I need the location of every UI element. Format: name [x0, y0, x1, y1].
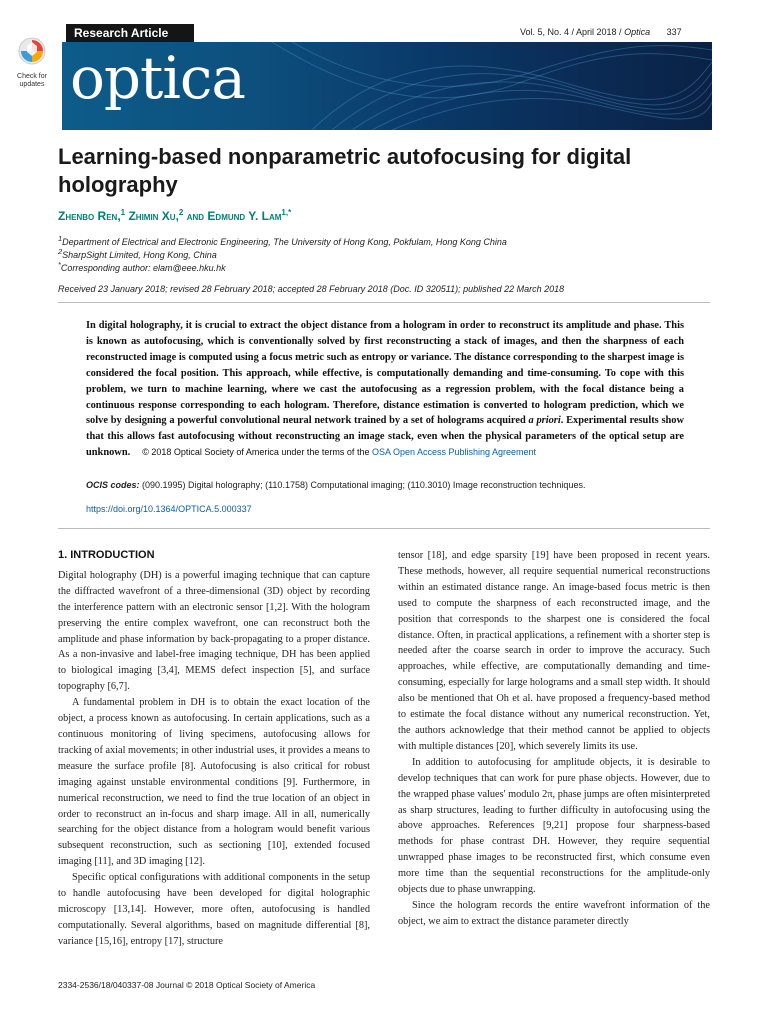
author-name: Zhenbo Ren,: [58, 209, 121, 223]
author-list: Zhenbo Ren,$^1$ Zhimin Xu,$^2$ and Edmund Y. Lam$^{1,*}$: [58, 208, 292, 223]
journal-name: Optica: [624, 27, 651, 37]
doi-link[interactable]: https://doi.org/10.1364/OPTICA.5.000337: [86, 504, 252, 514]
body-paragraph: Specific optical configurations with additional components in the setup to handle autofocusing have been developed for digital holographic microscopy [13,14]. However, more often, autofocusing is handled computationally. Several algorithms, based on magnitude differential [8], variance [15,16], entropy [17], structure: [58, 872, 370, 947]
affiliation: $^1$Department of Electrical and Electronic Engineering, The University of Hong Kong, Pokfulam, Hong Kong China: [58, 234, 507, 247]
divider: [58, 302, 710, 303]
divider: [58, 528, 710, 529]
author-name: Zhimin Xu,: [128, 209, 179, 223]
article-type-label: Research Article: [66, 24, 194, 42]
volume-info: Vol. 5, No. 4 / April 2018 /: [520, 27, 622, 37]
body-paragraph: Since the hologram records the entire wavefront information of the object, we aim to extract the distance parameter directly: [398, 899, 710, 927]
journal-logo: optica: [70, 44, 245, 112]
paper-title: Learning-based nonparametric autofocusing for digital holography: [58, 144, 632, 197]
check-updates-text: Check for updates: [17, 73, 47, 88]
author-name: Edmund Y. Lam: [207, 209, 282, 223]
page-number: 337: [666, 27, 682, 37]
check-for-updates-badge[interactable]: [8, 36, 56, 92]
received-dates: Received 23 January 2018; revised 28 February 2018; accepted 28 February 2018 (Doc. ID 320511); published 22 March 2018: [58, 284, 565, 294]
check-updates-icon: [17, 36, 47, 66]
abstract: In digital holography, it is crucial to extract the object distance from a hologram in order to reconstruct its amplitude and phase. This is known as autofocusing, which is conventionally solved by first reconstructing a stack of images, and then the sharpness of each reconstructed image is computed using a focus metric such as entropy or variance. The distance corresponding to the sharpest image is considered the focal position. This approach, while effective, is computationally demanding and time-consuming. To cope with this problem, we turn to machine learning, where we cast the autofocusing as a regression problem, with the focal distance being a continuous response corresponding to each hologram. Therefore, distance estimation is converted to hologram prediction, which we solve by designing a powerful convolutional neural network trained by a set of holograms acquired a priori. Experimental results show that this allows fast autofocusing without reconstructing an image stack, even when the physical parameters of the optical setup are unknown. © 2018 Optical Society of America under the terms of the OSA Open Access Publishing Agreement: [86, 320, 685, 459]
body-column-right: [398, 548, 710, 930]
body-paragraph: In addition to autofocusing for amplitude objects, it is desirable to develop techniques that can work for pure phase objects. However, due to the wrapped phase values' modulo 2π, phase jumps are often misinterpreted as sharp structures, leading to further difficulty in autofocusing using the above approaches. References [9,21] propose four sharpness-based methods for phase contrast DH. However, they require sequential unwrapped phase images to be reconstructed first, which consume even more time than the sequential reconstructions for the amplitude-only objects due to phase unwrapping.: [398, 756, 710, 896]
body-paragraph: A fundamental problem in DH is to obtain the exact location of the object, a process known as autofocusing. In certain applications, such as a continuous monitoring of living specimens, autofocusing allows for tracking of axial movements; in other industrial uses, it provides a means to measure the surface profile [8]. Autofocusing is also critical for robust imaging against unstable environmental conditions [9]. Furthermore, in numerical reconstruction, we need to find the true location of an object in order to reconstruct an in-focus and sharp image. All in all, numerically searching for the object distance from a hologram would benefit various subsequent reconstruction, such as sectioning [10], extended focused imaging [11], and 3D imaging [12].: [58, 697, 370, 868]
ocis-codes: OCIS codes: (090.1995) Digital holography; (110.1758) Computational imaging; (110.3010) Image reconstruction techniques.: [86, 480, 586, 490]
affiliation: $^2$SharpSight Limited, Hong Kong, China: [58, 247, 217, 260]
corresponding-author: *Corresponding author: elam@eee.hku.hk: [58, 260, 226, 273]
footer-copyright: 2334-2536/18/040337-08 Journal © 2018 Optical Society of America: [58, 980, 316, 990]
issue-info: [520, 27, 682, 37]
license-link[interactable]: OSA Open Access Publishing Agreement: [371, 447, 537, 458]
copyright-text: © 2018 Optical Society of America under the terms of the: [142, 447, 372, 458]
journal-banner: [62, 42, 712, 130]
author-conjunction: and: [186, 209, 205, 223]
body-paragraph: Digital holography (DH) is a powerful imaging technique that can capture the diffracted wavefront of a three-dimensional (3D) object by recording the interference pattern with an electronic sensor [1,2]. With the hologram preserving the entire complex wavefront, one can reconstruct both the amplitude and phase information by back-propagating to a proper distance. As a non-invasive and label-free imaging technique, DH has been applied to biological imaging [3,4], MEMS defect inspection [5], and surface topography [6,7].: [58, 569, 370, 693]
section-heading: 1. INTRODUCTION: [58, 549, 155, 561]
body-paragraph: tensor [18], and edge sparsity [19] have been proposed in recent years. These methods, however, all require sequential numerical reconstructions within an estimated distance range. An image-based focus metric is then used to compute the sharpness of each reconstructed image, and the position that corresponds to the sharpest one is considered the focal distance. Often, in practical applications, a refinement with a shorter step is needed after the coarse search in order to improve the accuracy. Such approaches, while effective, are computationally demanding and time-consuming, especially for large holograms and a small step width. It should also be mentioned that Oh et al. have proposed a frequency-based method to estimate the focal distance without any numerical reconstruction. Yet, the authors acknowledge that their method cannot be applied to objects with multiple distances [20], which severely limits its use.: [398, 550, 710, 752]
body-column-left: [58, 548, 370, 950]
